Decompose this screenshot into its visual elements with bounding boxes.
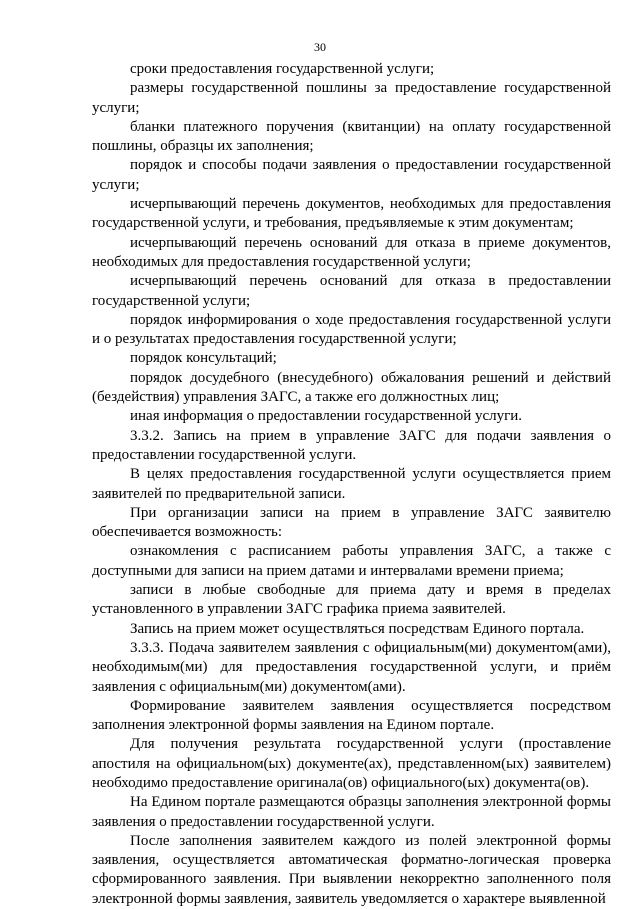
paragraph: При организации записи на прием в управление ЗАГС заявителю обеспечивается возможность: [92,504,611,541]
paragraph: исчерпывающий перечень оснований для отказа в предоставлении государственной услуги; [92,273,611,309]
paragraph: После заполнения заявителем каждого из полей электронной формы заявления, осуществляется автоматическая форматно-логическая проверка сформированного заявления. При выявлении некорректно заполненного поля электронной формы заявления, заявитель уведомляется о характере выявленной [92,832,611,907]
paragraph: сроки предоставления государственной услуги; [130,61,435,77]
paragraph: Формирование заявителем заявления осуществляется посредством заполнения электронной формы заявления на Едином портале. [92,697,611,734]
paragraph: размеры государственной пошлины за предоставление государственной услуги; [92,80,611,116]
paragraph: В целях предоставления государственной услуги осуществляется прием заявителей по предварительной записи. [92,466,611,502]
paragraph: Запись на прием может осуществляться посредствам Единого портала. [130,620,585,637]
paragraph: ознакомления с расписанием работы управления ЗАГС, а также с доступными для записи на прием датами и интервалами времени приема; [92,543,611,579]
paragraph: исчерпывающий перечень оснований для отказа в приеме документов, необходимых для предоставления государственной услуги; [92,234,611,270]
paragraph: 3.3.3. Подача заявителем заявления с официальным(ми) документом(ами), необходимым(ми) для предоставления государственной услуги, и приём заявления с официальным(ми) документом(ами). [92,639,611,695]
page-number: 30 [314,40,326,54]
paragraph: иная информация о предоставлении государственной услуги. [130,408,523,425]
paragraph: Для получения результата государственной услуги (проставление апостиля на официальном(ых) документе(ах), представленном(ых) заявителем) необходимо предоставление оригинала(ов) официального(ых) документа(ов). [92,736,611,791]
paragraph: порядок и способы подачи заявления о предоставлении государственной услуги; [92,157,611,193]
paragraph: порядок досудебного (внесудебного) обжалования решений и действий (бездействия) управления ЗАГС, а также его должностных лиц; [92,369,611,406]
paragraph: порядок информирования о ходе предоставления государственной услуги и о результатах предоставления государственной услуги; [92,311,611,348]
paragraph: На Едином портале размещаются образцы заполнения электронной формы заявления о предоставлении государственной услуги. [92,794,611,830]
paragraph: порядок консультаций; [130,350,277,367]
paragraph: исчерпывающий перечень документов, необходимых для предоставления государственной услуги, и требования, предъявляемые к этим документам; [92,196,611,232]
paragraph: бланки платежного поручения (квитанции) на оплату государственной пошлины, образцы их заполнения; [92,118,611,155]
paragraph: записи в любые свободные для приема дату и время в пределах установленного в управлении ЗАГС графика приема заявителей. [92,582,611,618]
body-text [92,60,611,909]
paragraph: 3.3.2. Запись на прием в управление ЗАГС для подачи заявления о предоставлении государственной услуги. [92,427,611,463]
